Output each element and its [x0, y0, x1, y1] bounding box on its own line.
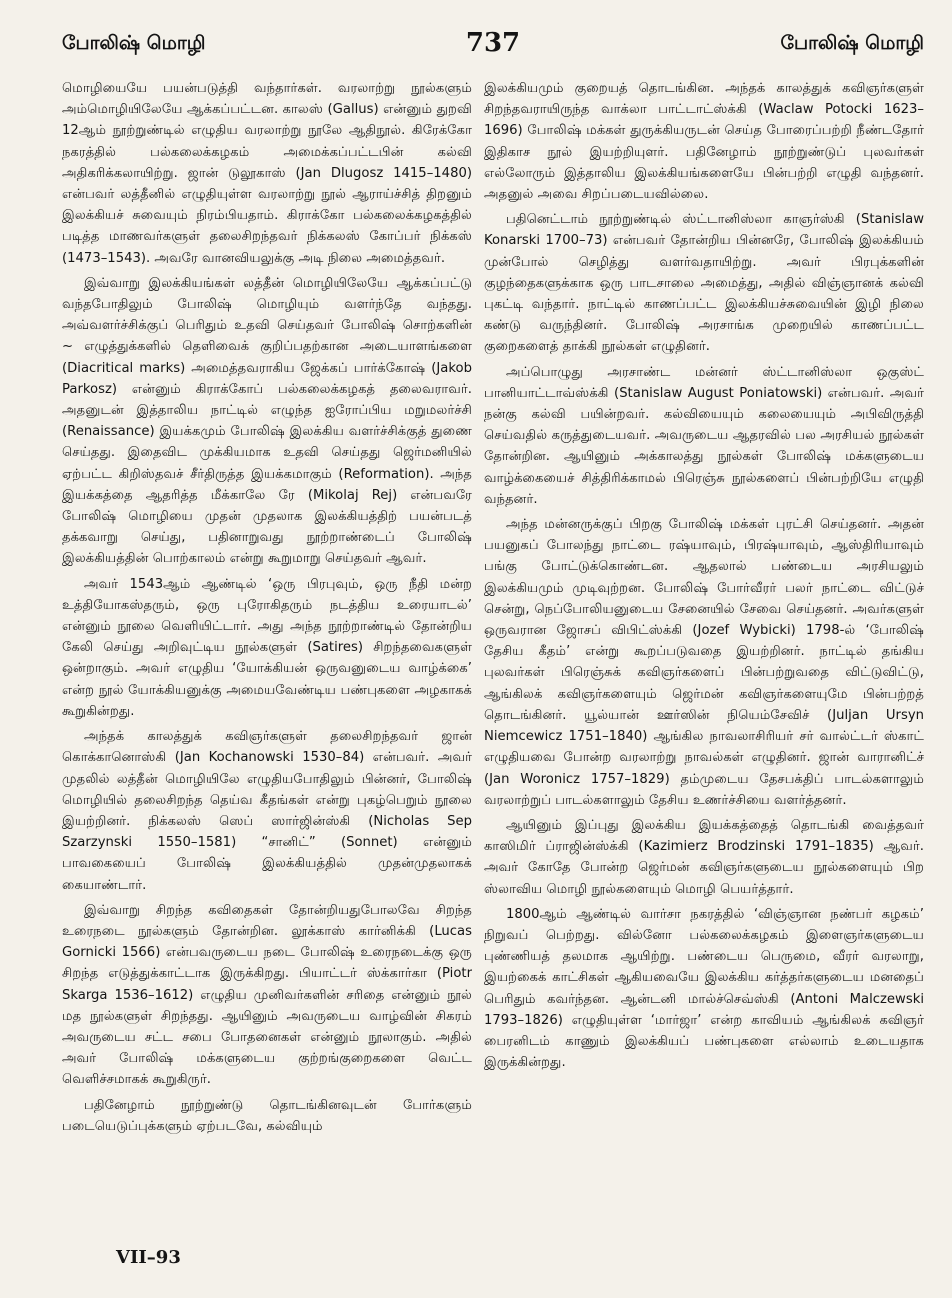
signature-mark: VII–93	[116, 1247, 181, 1268]
paragraph: மொழியையே பயன்படுத்தி வந்தார்கள். வரலாற்று நூல்களும் அம்மொழியிலேயே ஆக்கப்பட்டன. காலஸ் (Gallus) என்னும் துறவி 12ஆம் நூற்றுண்டில் எழுதிய வரலாற்று நூலே ஆதிநூல். கிரேக்கோ நகரத்தில் பல்கலைக்கழகம் அமைக்கப்பட்டபின் கல்வி அதிகரிக்கலாயிற்று. ஜான் டுலூகாஸ் (Jan Dlugosz 1415–1480) என்பவர் லத்தீனில் எழுதியுள்ள வரலாற்று நூல் ஆராய்ச்சித் திறனும் இலக்கியச் சுவையும் நிரம்பியதாம். கிராக்கோ பல்கலைக்கழகத்தில் படித்த மாணவர்களுள் தலைசிறந்தவர் நிக்கலஸ் கோப்பர் நிக்கஸ் (1473–1543). அவரே வானவியலுக்கு அடி நிலை அமைத்தவர்.	[62, 81, 472, 266]
paragraph: இவ்வாறு சிறந்த கவிதைகள் தோன்றியதுபோலவே சிறந்த உரைநடை நூல்களும் தோன்றின. லூக்காஸ் கார்னிக்கி (Lucas Gornicki 1566) என்பவருடைய நடை போலிஷ் உரைநடைக்கு ஒரு சிறந்த எடுத்துக்காட்டாக இருக்கிறது. பியாட்டர் ஸ்க்கார்கா (Piotr Skarga 1536–1612) எழுதிய முனிவர்களின் சரிதை என்னும் நூல் மத நூல்களுள் சிறந்தது. ஆயினும் அவருடைய வாழ்வின் சிகரம் அவருடைய சட்ட சபை போதனைகள் என்னும் நூலாகும். அதில் அவர் போலிஷ் மக்களுடைய குற்றங்குறைகளை வெட்ட வெளிச்சமாகக் கூறுகிருர்.	[62, 902, 472, 1088]
page-number: 737	[465, 28, 521, 58]
paragraph: ஆயினும் இப்புது இலக்கிய இயக்கத்தைத் தொடங்கி வைத்தவர் காஸிமிர் ப்ராஜின்ஸ்க்கி (Kazimierz Brodzinski 1791–1835) ஆவர். அவர் கோதே போன்ற ஜெர்மன் கவிஞர்களுடைய நூல்களையும் பிற ஸ்லாவிய மொழி நூல்களையும் மொழி பெயர்த்தார்.	[484, 817, 924, 897]
left-column	[62, 78, 472, 1226]
paragraph: பதினேழாம் நூற்றுண்டு தொடங்கினவுடன் போர்களும் படையெடுப்புக்களும் ஏற்படவே, கல்வியும்	[62, 1097, 472, 1134]
paragraph: 1800ஆம் ஆண்டில் வார்சா நகரத்தில் ‘விஞ்ஞான நண்பர் கழகம்’ நிறுவப் பெற்றது. வில்னோ பல்கலைக்கழகம் இளைஞர்களுடைய புண்ணியத் தலமாக ஆயிற்று. பண்டைய பெருமை, வீரர் வரலாறு, இயற்கைக் காட்சிகள் ஆகியவையே இலக்கிய கர்த்தர்களுடைய மனதைப் பெரிதும் கவர்ந்தன. ஆன்டனி மால்ச்செவ்ஸ்கி (Antoni Malczewski 1793–1826) எழுதியுள்ள ‘மார்ஜா’ என்ற காவியம் ஆங்கிலக் கவிஞர் பைரனிடம் காணும் இலக்கியப் பண்புகளை எல்லாம் உடையதாக இருக்கின்றது.	[484, 906, 924, 1071]
paragraph: அந்தக் காலத்துக் கவிஞர்களுள் தலைசிறந்தவர் ஜான் கொக்கானொஸ்கி (Jan Kochanowski 1530–84) என்பவர். அவர் முதலில் லத்தீன் மொழியிலே எழுதியபோதிலும் பின்னர், போலிஷ் மொழியில் தலைசிறந்த தெய்வ கீதங்கள் என்று புகழ்பெறும் நூலை இயற்றினர். நிக்கலஸ் ஸெப் ஸார்ஜின்ஸ்கி (Nicholas Sep Szarzynski 1550–1581) “சானிட்” (Sonnet) என்னும் பாவகையைப் போலிஷ் இலக்கியத்தில் முதன்முதலாகக் கையாண்டார்.	[62, 729, 472, 893]
running-head-right: போலிஷ் மொழி	[780, 32, 924, 54]
paragraph: அந்த மன்னருக்குப் பிறகு போலிஷ் மக்கள் புரட்சி செய்தனர். அதன் பயனுகப் போலந்து நாட்டை ரஷ்யாவும், பிரஷ்யாவும், ஆஸ்திரியாவும் பங்கு போட்டுக்கொண்டன. ஆதலால் பண்டைய அரசியலும் இலக்கியமும் முடிவுற்றன. போலிஷ் போர்வீரர் பலர் நாட்டை விட்டுச் சென்று, நெப்போலியனுடைய சேனையில் சேவை செய்தனர். அவர்களுள் ஒருவரான ஜோசப் விபிட்ஸ்க்கி (Jozef Wybicki) 1798-ல் ‘போலிஷ் தேசிய கீதம்’ என்று கூறப்படுவதை இயற்றினர். நாட்டில் தங்கிய புலவர்கள் பிரெஞ்சுக் கவிஞர்களைப் பின்பற்றுவதை விட்டுவிட்டு, ஆங்கிலக் கவிஞர்களையும் ஜெர்மன் கவிஞர்களையுமே பின்பற்றத் தொடங்கினர். யூல்யான் ஊர்ஸின் நியெம்சேவிச் (Juljan Ursyn Niemcewicz 1751–1840) ஆங்கில நாவலாசிரியர் சர் வால்ட்டர் ஸ்காட் எழுதியவை போன்ற வரலாற்று நாவல்கள் எழுதினர். ஜான் வாரானிட்ச் (Jan Woronicz 1757–1829) தம்முடைய தேசபக்திப் பாடல்களாலும் வரலாற்றுப் பாடல்களாலும் தேசிய உணர்ச்சியை வளர்த்தனர்.	[484, 517, 924, 808]
paragraph: இலக்கியமும் குறையத் தொடங்கின. அந்தக் காலத்துக் கவிஞர்களுள் சிறந்தவராயிருந்த வாக்லா பாட்டாட்ஸ்க்கி (Waclaw Potocki 1623–1696) போலிஷ் மக்கள் துருக்கியருடன் செய்த போரைப்பற்றி நீண்டதோர் இதிகாச நூல் இயற்றியுளர். பதினேழாம் நூற்றுண்டுப் புலவர்கள் எல்லோரும் இத்தாலிய இலக்கியங்களையே பின்பற்றி எழுதி வந்தனர். அதனுல் அவை சிறப்படையவில்லை.	[484, 81, 924, 203]
right-column	[484, 78, 924, 1226]
paragraph: அப்பொழுது அரசாண்ட மன்னர் ஸ்ட்டானிஸ்லா ஒகுஸ்ட் பானியாட்டாவ்ஸ்க்கி (Stanislaw August Poniatowski) என்பவர். அவர் நன்கு கல்வி பயின்றவர். கல்வியையும் கலையையும் அபிவிருத்தி செய்வதில் கருத்துடையவர். அவருடைய ஆதரவில் பல அரசியல் நூல்கள் தோன்றின. ஆயினும் அக்காலத்து நூல்கள் போலிஷ் மக்களுடைய வாழ்க்கையைச் சித்திரிக்காமல் பிரெஞ்சு நூல்களைப் பின்பற்றியே எழுதி வந்தனர்.	[484, 364, 924, 507]
running-head-left: போலிஷ் மொழி	[62, 32, 206, 54]
paragraph: இவ்வாறு இலக்கியங்கள் லத்தீன் மொழியிலேயே ஆக்கப்பட்டு வந்தபோதிலும் போலிஷ் மொழியும் வளர்ந்தே வந்தது. அவ்வளர்ச்சிக்குப் பெரிதும் உதவி செய்தவர் போலிஷ் சொற்களின் ~ எழுத்துக்களில் தெளிவைக் குறிப்பதற்கான அடையாளங்களை (Diacritical marks) அமைத்தவராகிய ஜேக்கப் பார்க்கோஷ் (Jakob Parkosz) என்னும் கிராக்கோப் பல்கலைக்கழகத் தலைவராவர். அதனுடன் இத்தாலிய நாட்டில் எழுந்த ஐரோப்பிய மறுமலர்ச்சி (Renaissance) இயக்கமும் போலிஷ் இலக்கிய வளர்ச்சிக்குத் துணை செய்தது. இதைவிட முக்கியமாக உதவி செய்தது ஜெர்மனியில் ஏற்பட்ட கிறிஸ்தவச் சீர்திருத்த இயக்கமாகும் (Reformation). அந்த இயக்கத்தை ஆதரித்த மீக்காலே ரே (Mikolaj Rej) என்பவரே போலிஷ் மொழியை முதன் முதலாக இலக்கியத்திற் பயன்படத் தக்கவாறு செய்து, பதினாறுவது நூற்றாண்டைப் போலிஷ் இலக்கியத்தின் பொற்காலம் என்று கூறுமாறு செய்தவர் ஆவர்.	[62, 275, 472, 567]
paragraph: பதினெட்டாம் நூற்றுண்டில் ஸ்ட்டானிஸ்லா காஞர்ஸ்கி (Stanislaw Konarski 1700–73) என்பவர் தோன்றிய பின்னரே, போலிஷ் இலக்கியம் முன்போல் செழித்து வளர்வதாயிற்று. அவர் பிரபுக்களின் குழந்தைகளுக்காக ஒரு பாடசாலை அமைத்து, அதில் விஞ்ஞானக் கல்வி புகட்டி வந்தார். நாட்டில் காணப்பட்ட இலக்கியச்சுவையின் இழி நிலை கண்டு வருந்தினர். போலிஷ் அரசாங்க முறையில் காணப்பட்ட குறைகளைத் தாக்கி நூல்கள் எழுதினர்.	[484, 212, 924, 355]
page-header	[62, 30, 924, 64]
paragraph: அவர் 1543ஆம் ஆண்டில் ‘ஒரு பிரபுவும், ஒரு நீதி மன்ற உத்தியோகஸ்தரும், ஒரு புரோகிதரும் நடத்திய உரையாடல்’ என்னும் நூலை வெளியிட்டார். அது அந்த நூற்றாண்டில் தோன்றிய கேலி செய்து அறிவுட்டிய நூல்களுள் (Satires) சிறந்தவைகளுள் ஒன்றாகும். அவர் எழுதிய ‘யோக்கியன் ஒருவனுடைய வாழ்க்கை’ என்ற நூல் யோக்கியனுக்கு அமையவேண்டிய பண்புகளை அழகாகக் கூறுகின்றது.	[62, 576, 472, 719]
